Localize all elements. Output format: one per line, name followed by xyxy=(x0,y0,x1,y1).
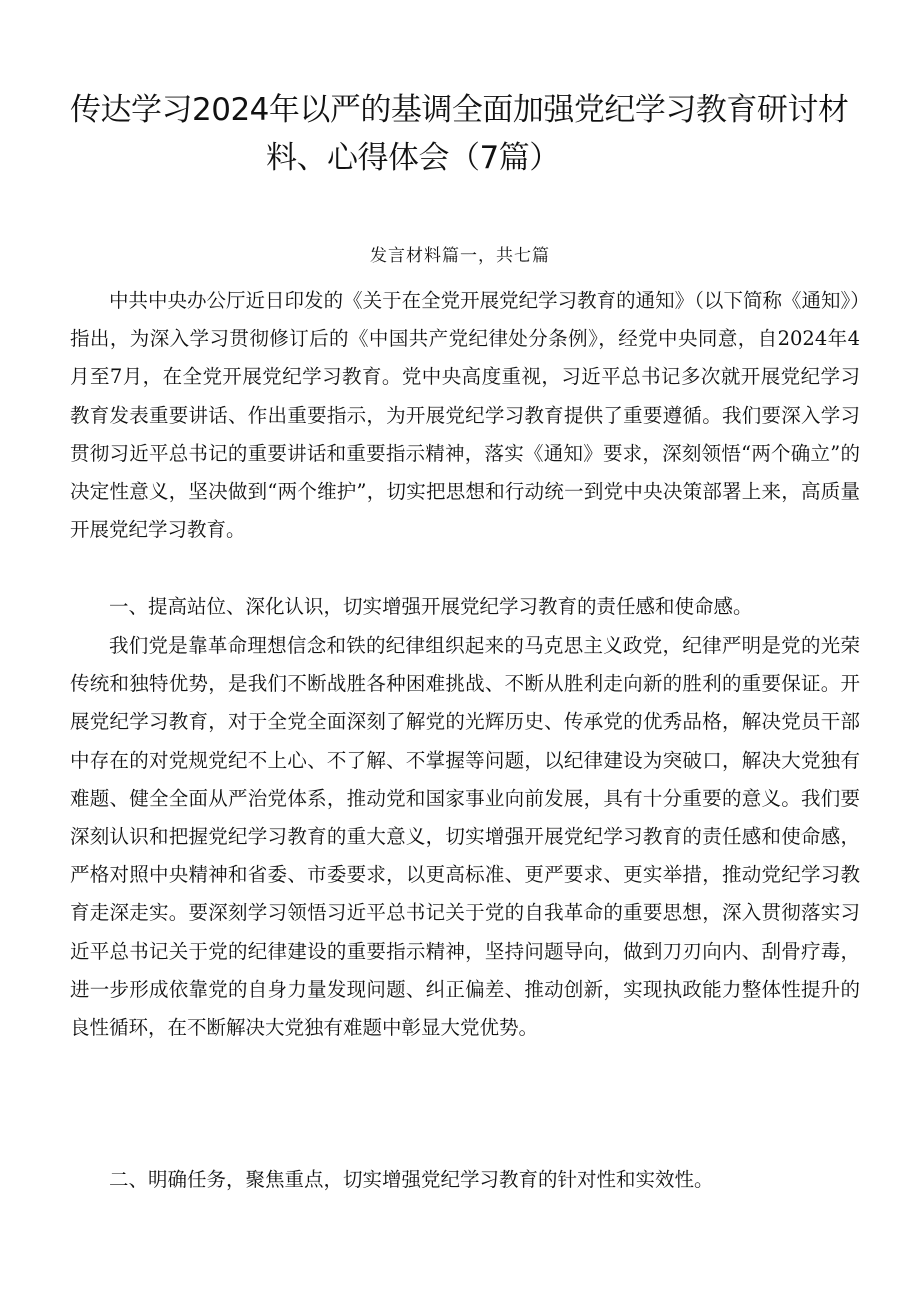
section-subtitle: 发言材料篇一，共七篇 xyxy=(370,246,550,266)
section-heading-1: 一、提高站位、深化认识，切实增强开展党纪学习教育的责任感和使命感。 xyxy=(109,595,753,618)
paragraph-intro: 中共中央办公厅近日印发的《关于在全党开展党纪学习教育的通知》（以下简称《通知》）指出，为深入学习贯彻修订后的《中国共产党纪律处分条例》，经党中央同意，自2024年4月至7月，在全党开展党纪学习教育。党中央高度重视，习近平总书记多次就开展党纪学习教育发表重要讲话、作出重要指示，为开展党纪学习教育提供了重要遵循。我们要深入学习贯彻习近平总书记的重要讲话和重要指示精神，落实《通知》要求，深刻领悟“两个确立”的决定性意义，坚决做到“两个维护”，切实把思想和行动统一到党中央决策部署上来，高质量开展党纪学习教育。 xyxy=(70,289,860,542)
document-title xyxy=(70,86,860,182)
section-heading-2: 二、明确任务，聚焦重点，切实增强党纪学习教育的针对性和实效性。 xyxy=(109,1168,714,1191)
paragraph-section-1: 我们党是靠革命理想信念和铁的纪律组织起来的马克思主义政党，纪律严明是党的光荣传统和独特优势，是我们不断战胜各种困难挑战、不断从胜利走向新的胜利的重要保证。开展党纪学习教育，对于全党全面深刻了解党的光辉历史、传承党的优秀品格，解决党员干部中存在的对党规党纪不上心、不了解、不掌握等问题，以纪律建设为突破口，解决大党独有难题、健全全面从严治党体系，推动党和国家事业向前发展，具有十分重要的意义。我们要深刻认识和把握党纪学习教育的重大意义，切实增强开展党纪学习教育的责任感和使命感，严格对照中央精神和省委、市委要求，以更高标准、更严要求、更实举措，推动党纪学习教育走深走实。要深刻学习领悟习近平总书记关于党的自我革命的重要思想，深入贯彻落实习近平总书记关于党的纪律建设的重要指示精神，坚持问题导向，做到刀刃向内、刮骨疗毒，进一步形成依靠党的自身力量发现问题、纠正偏差、推动创新，实现执政能力整体性提升的良性循环，在不断解决大党独有难题中彰显大党优势。 xyxy=(70,634,860,1040)
title-line-1: 传达学习2024年以严的基调全面加强党纪学习教育研讨材 xyxy=(70,92,849,128)
title-line-2: 料、心得体会（7篇） xyxy=(266,140,560,176)
